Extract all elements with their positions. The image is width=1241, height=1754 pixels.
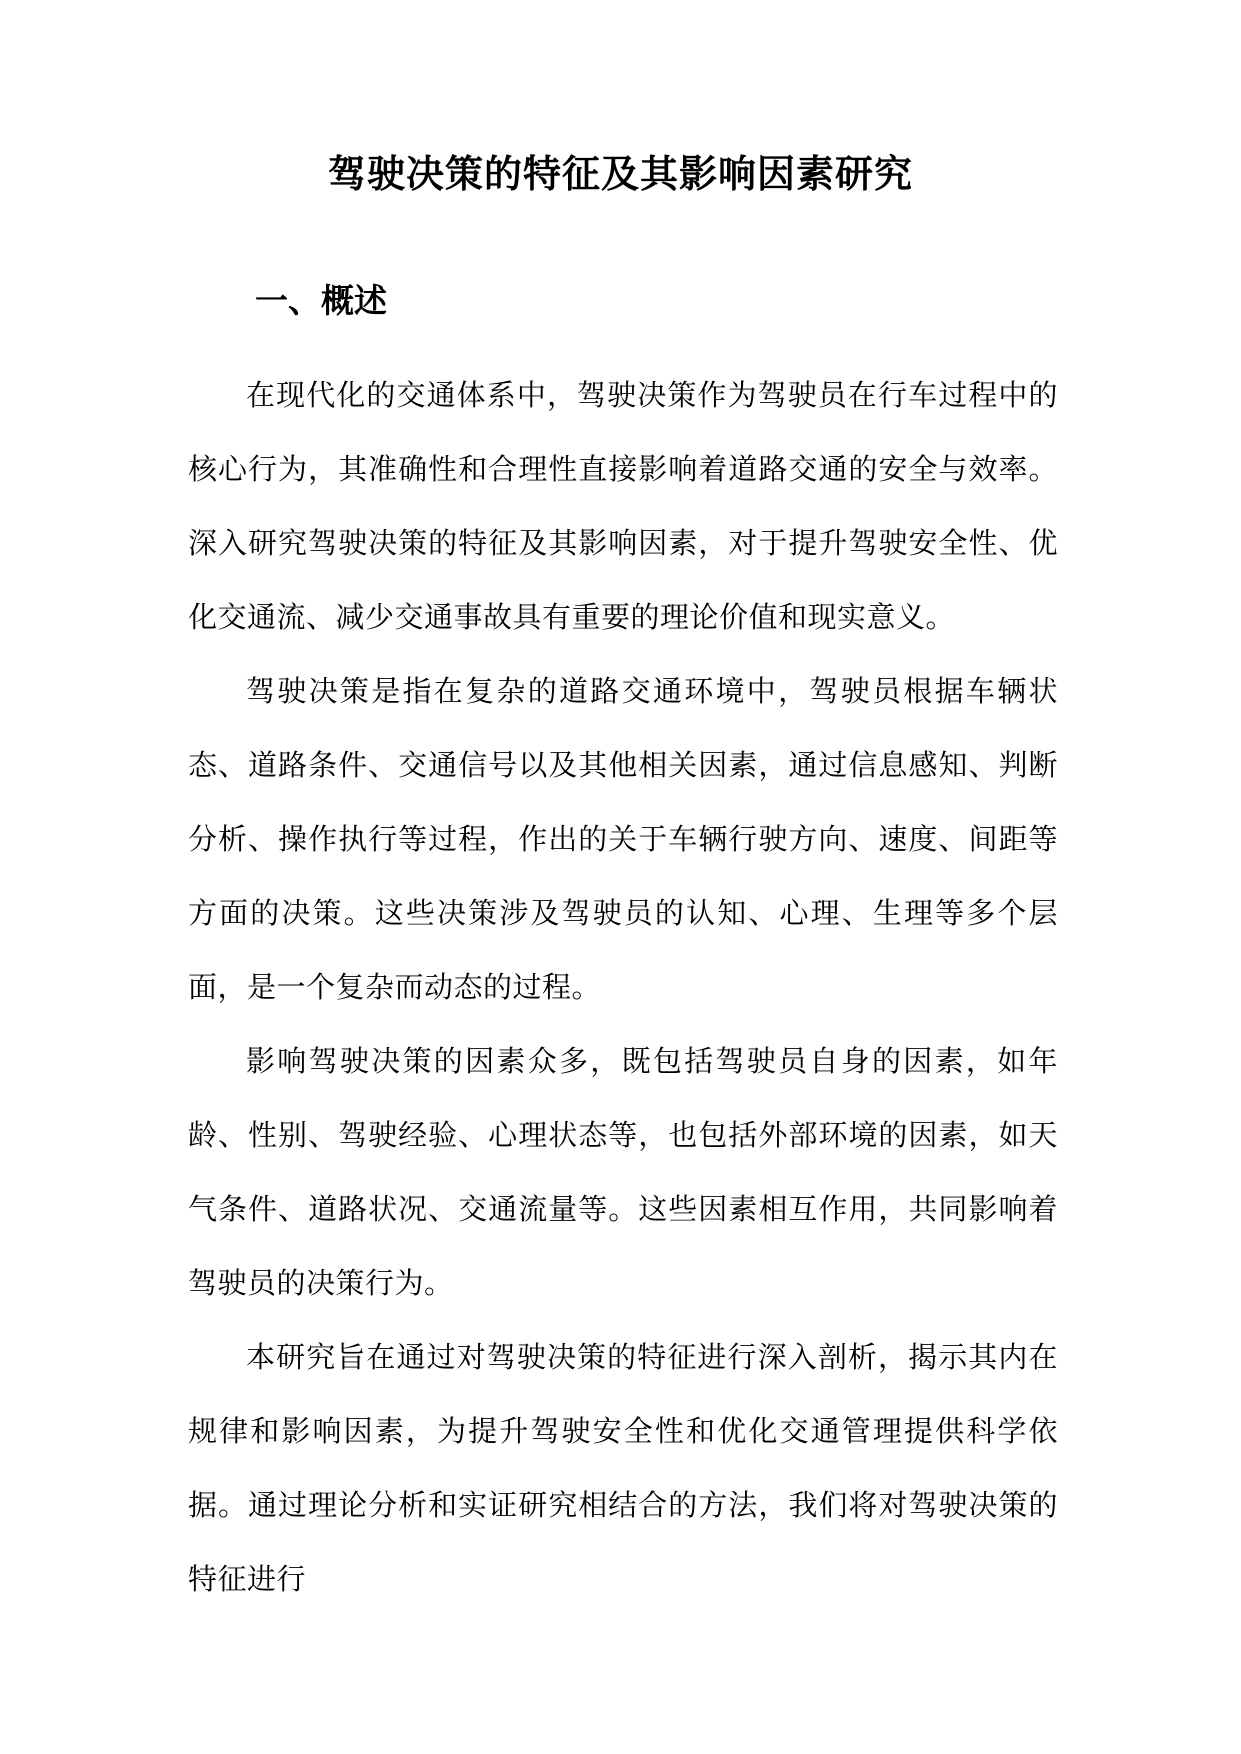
paragraph-3: 影响驾驶决策的因素众多，既包括驾驶员自身的因素，如年龄、性别、驾驶经验、心理状态等，也包括外部环境的因素，如天气条件、道路状况、交通流量等。这些因素相互作用，共同影响着驾驶员的决策行为。 bbox=[188, 1044, 1058, 1300]
paragraph-1: 在现代化的交通体系中，驾驶决策作为驾驶员在行车过程中的核心行为，其准确性和合理性直接影响着道路交通的安全与效率。深入研究驾驶决策的特征及其影响因素，对于提升驾驶安全性、优化交通流、减少交通事故具有重要的理论价值和现实意义。 bbox=[188, 378, 1058, 634]
body-text bbox=[188, 358, 1058, 1616]
paragraph-4: 本研究旨在通过对驾驶决策的特征进行深入剖析，揭示其内在规律和影响因素，为提升驾驶安全性和优化交通管理提供科学依据。通过理论分析和实证研究相结合的方法，我们将对驾驶决策的特征进行 bbox=[188, 1340, 1058, 1596]
document-title: 驾驶决策的特征及其影响因素研究 bbox=[327, 151, 913, 196]
section-heading: 一、概述 bbox=[255, 281, 387, 320]
paragraph-2: 驾驶决策是指在复杂的道路交通环境中，驾驶员根据车辆状态、道路条件、交通信号以及其他相关因素，通过信息感知、判断分析、操作执行等过程，作出的关于车辆行驶方向、速度、间距等方面的决策。这些决策涉及驾驶员的认知、心理、生理等多个层面，是一个复杂而动态的过程。 bbox=[188, 674, 1058, 1004]
